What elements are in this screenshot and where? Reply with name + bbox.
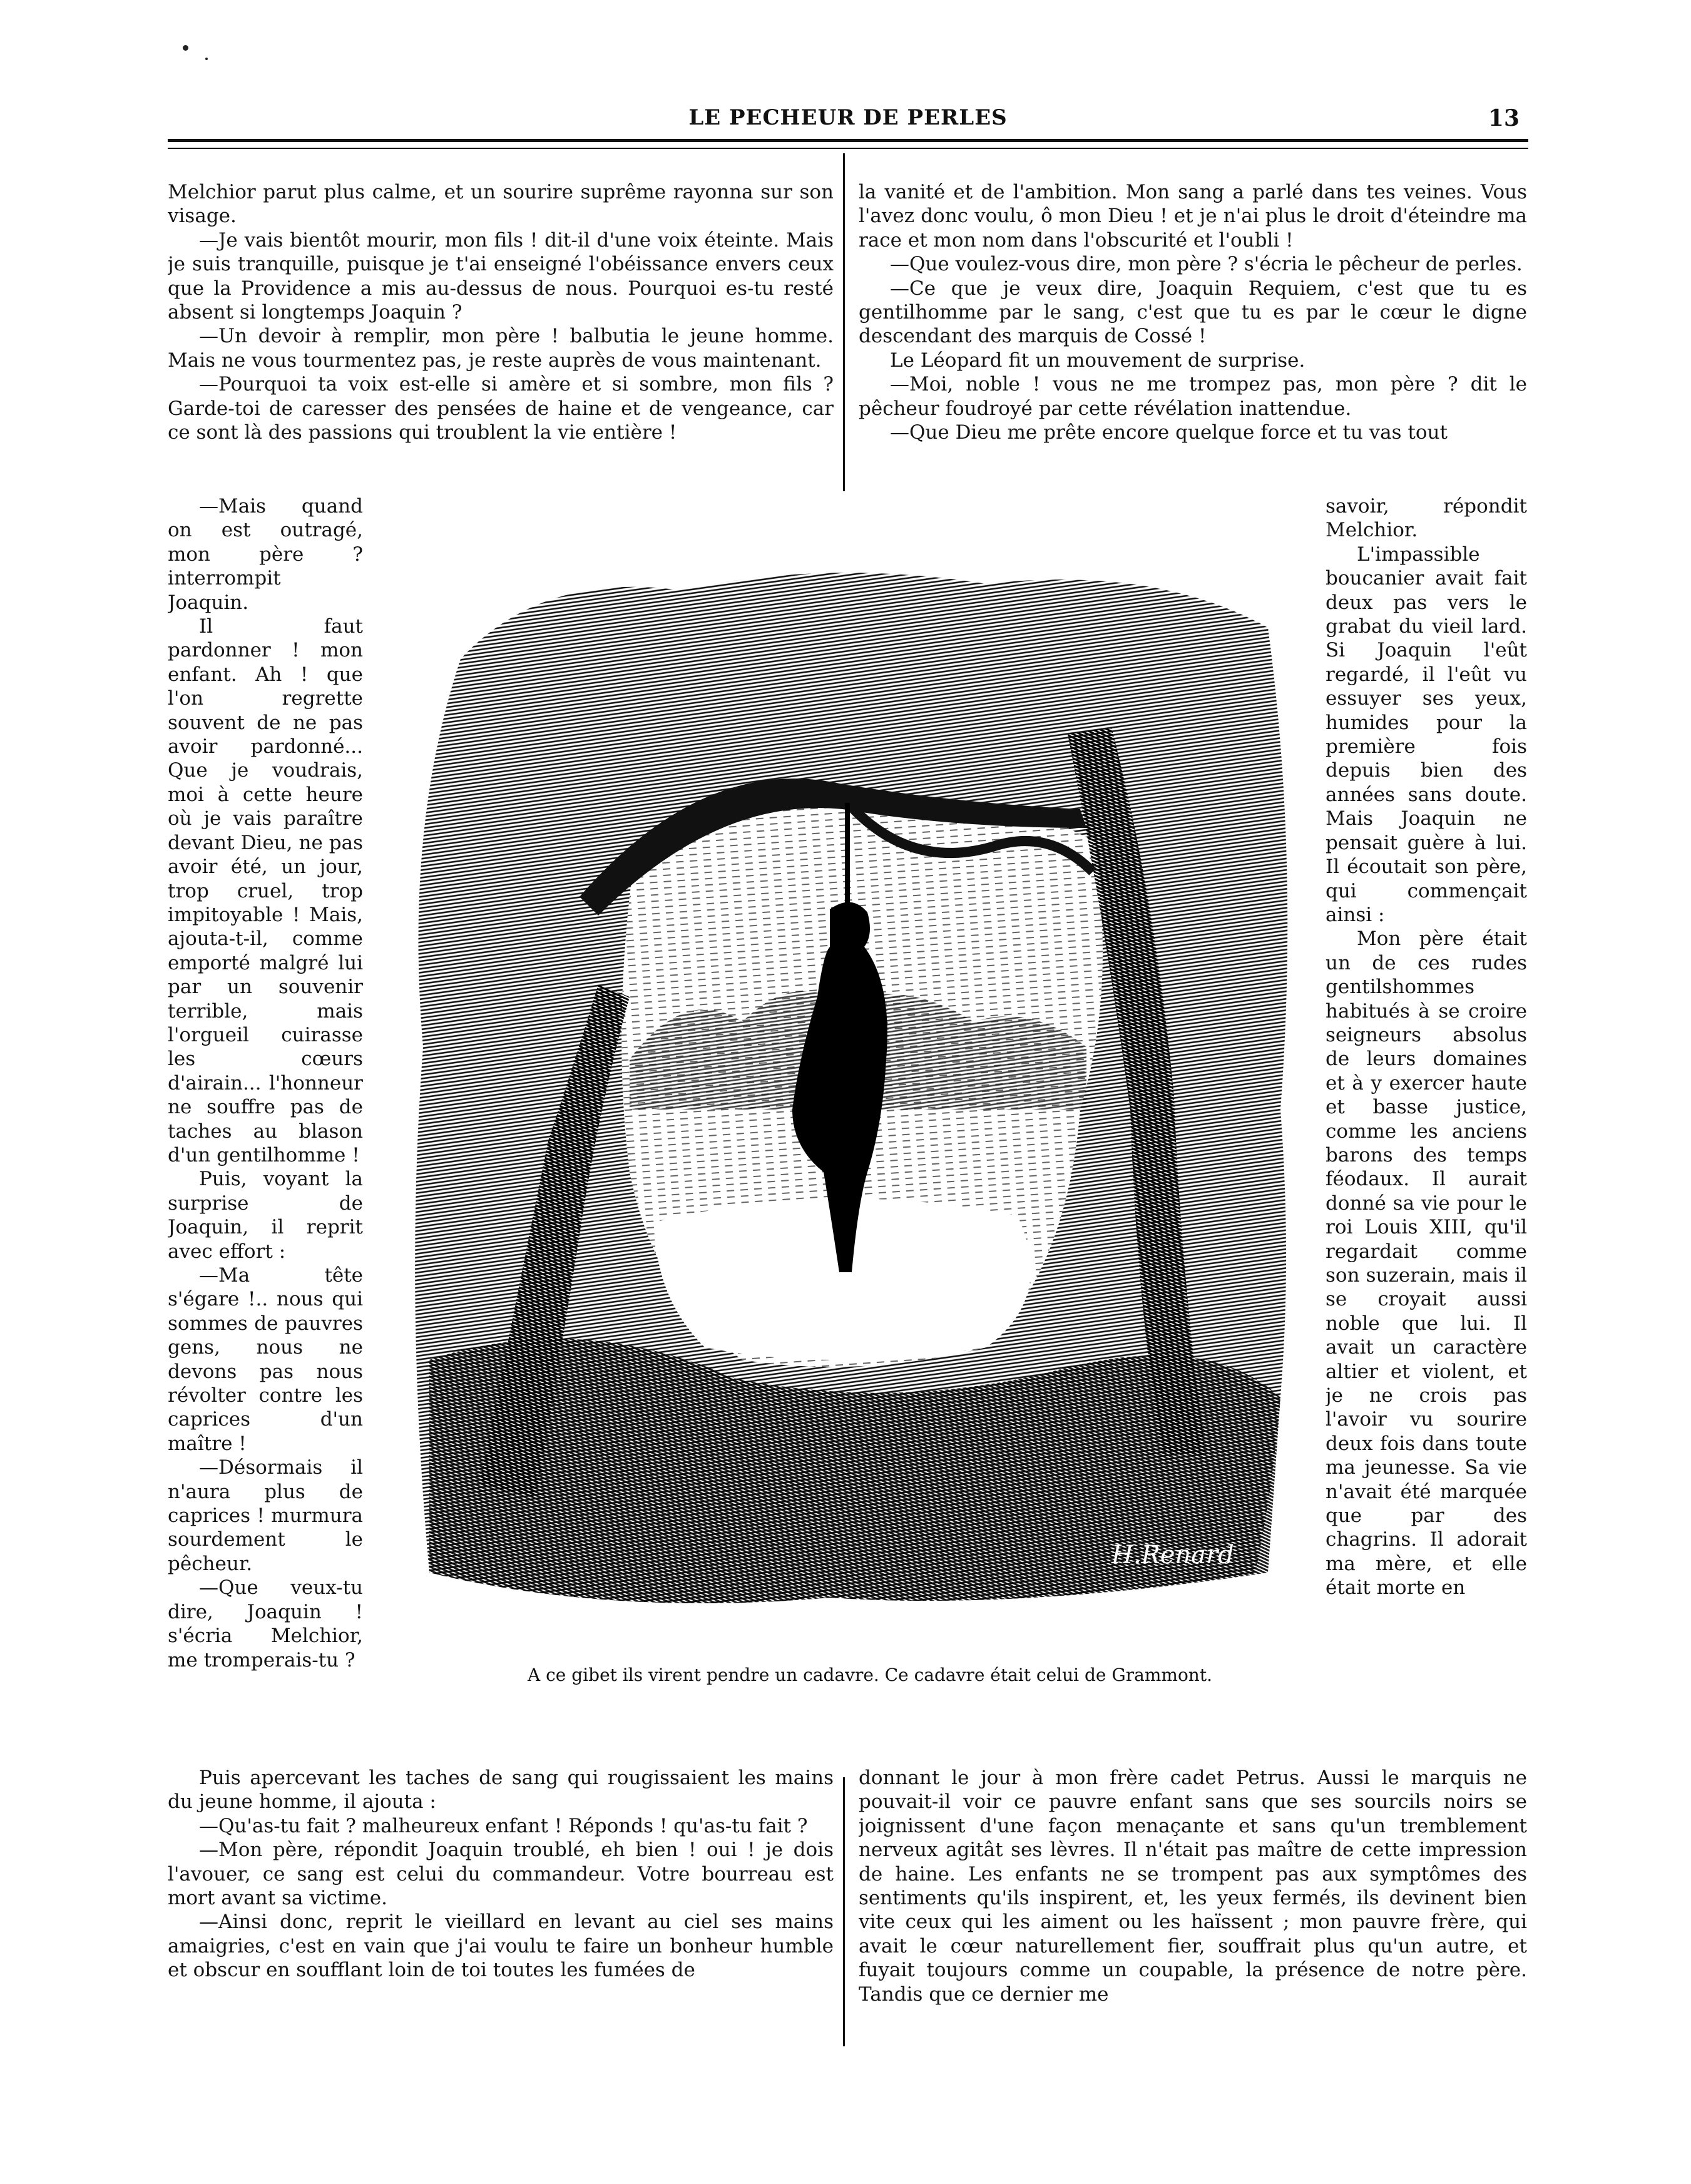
column2-narrow-text (1326, 494, 1527, 1762)
running-title: LE PECHEUR DE PERLES (688, 105, 1008, 130)
column-divider-bottom (843, 1777, 845, 2046)
paragraph: donnant le jour à mon frère cadet Petrus. Aussi le marquis ne pouvait-il voir ce pauvre enfant sans que ses sourcils noirs se joignissent d'une façon menaçante et sans qu'un tremblement nerveux agitât ses lèvres. Il n'était pas maître de cette impression de haine. Les enfants ne se trompent pas aux symptômes des sentiments qu'ils inspirent, et, les yeux fermés, ils devinent bien vite ceux qui les aiment ou les haïssent ; mon pauvre frère, qui avait le cœur naturellement fier, souffrait plus qu'un autre, et fuyait toujours comme un coupable, la présence de notre père. Tandis que ce dernier me (859, 1767, 1527, 2006)
ink-speck (205, 58, 208, 60)
paragraph: —Désormais il n'aura plus de caprices ! murmura sourdement le pêcheur. (168, 1456, 363, 1575)
column1-bottom-text (168, 1766, 834, 2041)
paragraph: Le Léopard fit un mouvement de surprise. (890, 349, 1305, 372)
column-divider-top (843, 153, 845, 491)
paragraph: la vanité et de l'ambition. Mon sang a parlé dans tes veines. Vous l'avez donc voulu, ô mon Dieu ! et je n'ai plus le droit d'éteindre ma race et mon nom dans l'obscurité et l'oubli ! (859, 181, 1527, 252)
paragraph: —Pourquoi ta voix est-elle si amère et si sombre, mon fils ? Garde-toi de caresser des pensées de haine et de vengeance, car ce sont là des passions qui troublent la vie entière ! (168, 373, 834, 444)
paragraph: —Que voulez-vous dire, mon père ? s'écria le pêcheur de perles. (890, 253, 1523, 276)
paragraph: —Qu'as-tu fait ? malheureux enfant ! Réponds ! qu'as-tu fait ? (199, 1814, 808, 1837)
paragraph: L'impassible boucanier avait fait deux pas vers le grabat du vieil lard. Si Joaquin l'eût regardé, il l'eût vu essuyer ses yeux, humides pour la première fois depuis bien des années sans doute. Mais Joaquin ne pensait guère à lui. Il écoutait son père, qui commençait ainsi : (1326, 543, 1527, 926)
paragraph: —Ainsi donc, reprit le vieillard en levant au ciel ses mains amaigries, c'est en vain que j'ai voulu te faire un bonheur humble et obscur en soufflant loin de toi toutes les fumées de (168, 1911, 834, 1982)
paragraph: —Que Dieu me prête encore quelque force et tu vas tout (890, 421, 1448, 444)
paragraph: —Moi, noble ! vous ne me trompez pas, mon père ? dit le pêcheur foudroyé par cette révélation inattendue. (859, 373, 1527, 420)
column2-top-text (859, 180, 1527, 492)
ink-speck (183, 45, 188, 51)
paragraph: —Ce que je veux dire, Joaquin Requiem, c'est que tu es gentilhomme par le sang, c'est que tu es par le cœur le digne descendant des marquis de Cossé ! (859, 277, 1527, 348)
header-rule-thin (168, 148, 1528, 149)
paragraph: —Ma tête s'égare !.. nous qui sommes de pauvres gens, nous ne devons pas nous révolter contre les caprices d'un maître ! (168, 1264, 363, 1455)
paragraph: Puis apercevant les taches de sang qui rougissaient les mains du jeune homme, il ajouta : (168, 1767, 834, 1814)
paragraph: —Que veux-tu dire, Joaquin ! s'écria Melchior, me tromperais-tu ? (168, 1576, 363, 1671)
paragraph: savoir, répondit Melchior. (1326, 495, 1527, 542)
paragraph: Puis, voyant la surprise de Joaquin, il reprit avec effort : (168, 1168, 363, 1263)
paragraph: —Un devoir à remplir, mon père ! balbutia le jeune homme. Mais ne vous tourmentez pas, je reste auprès de vous maintenant. (168, 325, 834, 372)
page-header (168, 105, 1528, 143)
engraving-hanged-man-icon (392, 546, 1304, 1643)
paragraph: Melchior parut plus calme, et un sourire suprême rayonna sur son visage. (168, 181, 834, 228)
illustration-caption: A ce gibet ils virent pendre un cadavre. Ce cadavre était celui de Grammont. (528, 1665, 1212, 1685)
header-rule-thick (168, 139, 1528, 142)
paragraph: —Mais quand on est outragé, mon père ? interrompit Joaquin. (168, 495, 363, 614)
illustration-signature: H.Renard (1111, 1541, 1234, 1569)
paragraph: —Mon père, répondit Joaquin troublé, eh bien ! oui ! je dois l'avouer, ce sang est celui du commandeur. Votre bourreau est mort avant sa victime. (168, 1839, 834, 1910)
paragraph: —Je vais bientôt mourir, mon fils ! dit-il d'une voix éteinte. Mais je suis tranquille, puisque je t'ai enseigné l'obéissance envers ceux que la Providence a mis au-dessus de nous. Pourquoi es-tu resté absent si longtemps Joaquin ? (168, 228, 834, 324)
page-number: 13 (1488, 105, 1520, 131)
column2-bottom-text (859, 1766, 1527, 2041)
column1-narrow-text (168, 494, 363, 1762)
paragraph: Il faut pardonner ! mon enfant. Ah ! que l'on regrette souvent de ne pas avoir pardonné... Que je voudrais, moi à cette heure où je vais paraître devant Dieu, ne pas avoir été, un jour, trop cruel, trop impitoyable ! Mais, ajouta-t-il, comme emporté malgré lui par un souvenir terrible, mais l'orgueil cuirasse les cœurs d'airain... l'honneur ne souffre pas de taches au blason d'un gentilhomme ! (168, 615, 363, 1166)
column1-top-text (168, 180, 834, 492)
paragraph: Mon père était un de ces rudes gentilshommes habitués à se croire seigneurs absolus de leurs domaines et à y exercer haute et basse justice, comme les anciens barons des temps féodaux. Il aurait donné sa vie pour le roi Louis XIII, qu'il regardait comme son suzerain, mais il se croyait aussi noble que lui. Il avait un caractère altier et violent, et je ne crois pas l'avoir vu sourire deux fois dans toute ma jeunesse. Sa vie n'avait été marquée que par des chagrins. Il adorait ma mère, et elle était morte en (1326, 927, 1527, 1600)
